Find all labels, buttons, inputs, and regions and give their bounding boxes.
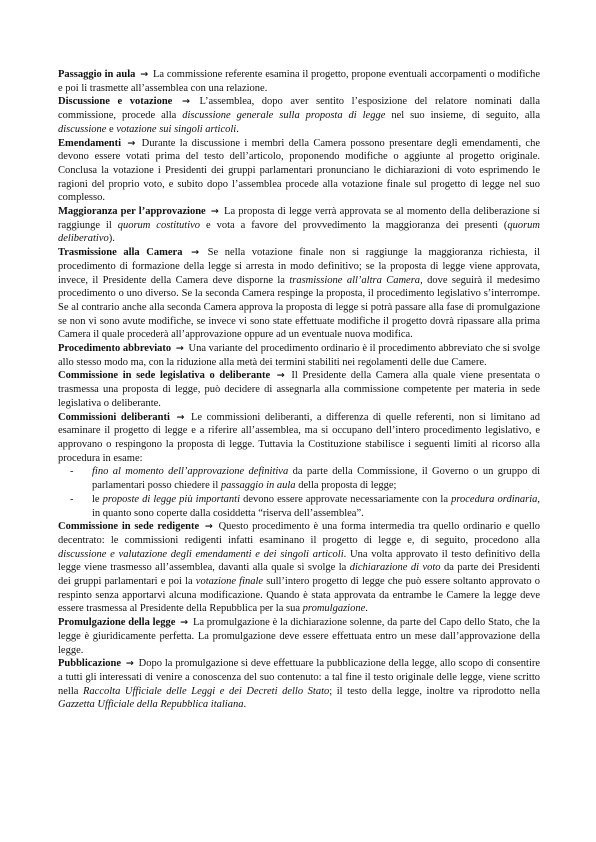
section-title: Pubblicazione xyxy=(58,658,122,670)
text-run: e vota a favore del provvedimento la maggioranza dei presenti ( xyxy=(200,219,508,231)
italic-term: fino al momento dell’approvazione definitiva xyxy=(92,466,289,478)
text-run: ). xyxy=(108,233,115,245)
text-run: Il Presidente della Camera alla quale viene presentata o trasmessa una proposta di legge, può decidere di assegnarla alla commissione competente per materia in sede legislativa o deliberante. xyxy=(58,370,540,409)
section-trasmissione-alla-camera xyxy=(58,246,540,342)
text-run: La proposta di legge verrà approvata se al momento della deliberazione si raggiunge il xyxy=(58,206,541,231)
text-run: e xyxy=(106,123,117,135)
section-pubblicazione xyxy=(58,657,540,712)
section-title: Commissioni deliberanti xyxy=(58,411,170,423)
section-title: Commissione in sede redigente xyxy=(58,521,200,533)
text-run: L’assemblea, dopo aver sentito l’esposizione del relatore nominati dalla commissione, procede alla xyxy=(58,96,541,122)
text-run: sull’intero progetto di legge che può essere soltanto approvato o respinto senza apportarvi alcuna modificazione. Quando è stata approvata da entrambe le Camere la legge deve essere trasmessa al Presidente della Repubblica per la sua xyxy=(58,576,541,615)
text-run: . xyxy=(243,699,247,711)
section-passaggio-in-aula xyxy=(58,68,540,95)
text-run: . xyxy=(365,603,368,615)
text-run: , in quanto sono coperte dalla cosiddetta “riserva dell’assemblea”. xyxy=(92,493,540,519)
arrow-right-icon: → xyxy=(181,96,190,108)
text-run: le xyxy=(92,493,103,505)
dash-bullet: - xyxy=(70,466,74,478)
text-run: . Una volta approvato il testo definitivo della legge viene trasmesso all’assemblea, davanti alla quale si svolge la xyxy=(58,548,540,574)
arrow-right-icon: → xyxy=(176,411,185,423)
italic-term: discussione generale sulla proposta di legge xyxy=(182,110,386,122)
italic-term: quorum deliberativo xyxy=(58,219,540,245)
section-maggioranza-per-l-approvazione xyxy=(58,205,540,246)
section-title: Discussione e votazione xyxy=(58,96,173,108)
text-run: devono essere approvate necessariamente con la xyxy=(240,493,452,505)
text-run: , dove seguirà il medesimo procedimento o uno diverso. Se la seconda Camera respinge la proposta, il procedimento legislativo s’interrompe. Se al contrario anche alla seconda Camera approva la proposta di legge si potrà passare alla fase di promulgazione se non vi sono avute modifiche, se invece vi sono state effettuate modifiche il progetto dovrà ripassare alla prima Camera il quale procederà all’approvazione oppure ad un eventuale nuova modifica. xyxy=(58,274,540,341)
arrow-right-icon: → xyxy=(127,137,136,149)
italic-term: Raccolta Ufficiale delle Leggi e dei Decreti dello Stato xyxy=(83,685,330,697)
italic-term: Gazzetta Ufficiale della Repubblica italiana xyxy=(58,699,244,711)
text-run: La promulgazione è la dichiarazione solenne, da parte del Capo dello Stato, che la legge è giuridicamente perfetta. La promulgazione deve essere effettuata entro un mese dall’approvazione della legge. xyxy=(58,617,541,656)
text-run: Le commissioni deliberanti, a differenza di quelle referenti, non si limitano ad esaminare il progetto di legge e a riferire all’assemblea, ma si occupano dell’intero procedimento legislativo, e approvano o respingono la proposta di legge. Tuttavia la Costituzione stabilisce i seguenti limiti al ricorso alla procedura in esame: xyxy=(58,411,541,464)
italic-term: discussione e valutazione degli emendamenti e dei singoli articoli xyxy=(58,548,344,560)
arrow-right-icon: → xyxy=(175,343,184,355)
italic-term: discussione xyxy=(58,123,107,135)
text-run: Se nella votazione finale non si raggiunge la maggioranza richiesta, il procedimento di formazione della legge si arresta in modo definitivo; se la proposta di legge viene approvata, invece, il Presidente della Camera deve disporne la xyxy=(58,247,541,286)
section-title: Maggioranza per l’approvazione xyxy=(58,206,206,218)
section-title: Procedimento abbreviato xyxy=(58,343,172,355)
arrow-right-icon: → xyxy=(191,247,200,259)
text-run: Questo procedimento è una forma intermedia tra quello ordinario e quello decentrato: le commissioni redigenti infatti esaminano il progetto di legge e, di seguito, procedono alla xyxy=(58,521,541,546)
italic-term: trasmissione all’altra Camera xyxy=(289,274,421,286)
arrow-right-icon: → xyxy=(204,521,213,533)
section-title: Passaggio in aula xyxy=(58,69,136,80)
text-run: della proposta di legge; xyxy=(295,480,397,492)
section-commissioni-deliberanti xyxy=(58,411,540,466)
text-run: La commissione referente esamina il progetto, propone eventuali accorpamenti o modifiche e poi li trasmette all’assemblea con una relazione. xyxy=(58,69,540,94)
section-commissione-in-sede-legislativa-o-deliberante xyxy=(58,369,540,410)
section-emendamenti xyxy=(58,137,540,206)
section-promulgazione-della-legge xyxy=(58,616,540,657)
italic-term: passaggio in aula xyxy=(220,480,296,492)
italic-term: votazione finale xyxy=(195,576,264,588)
limits-list xyxy=(58,465,540,520)
text-run: Durante la discussione i membri della Camera possono presentare degli emendamenti, che devono essere votati prima del testo dell’articolo, proponendo modifiche o aggiunte al progetto originale. Conclusa la votazione i Presidenti dei gruppi parlamentari pronunciano le dichiarazioni di voto esprimendo le ragioni del proprio voto, e subito dopo l’assemblea procede alla votazione finale sul progetto di legge nel suo complesso. xyxy=(58,137,540,204)
document-page xyxy=(58,68,540,712)
italic-term: quorum costitutivo xyxy=(117,219,201,231)
section-procedimento-abbreviato xyxy=(58,342,540,369)
italic-term: votazione sui singoli articoli xyxy=(116,123,237,135)
italic-term: proposte di legge più importanti xyxy=(102,493,241,505)
arrow-right-icon: → xyxy=(125,658,134,670)
text-run: da parte dei Presidenti dei gruppi parlamentari e poi la xyxy=(58,562,540,588)
arrow-right-icon: → xyxy=(140,69,149,80)
list-item xyxy=(58,465,540,492)
italic-term: procedura ordinaria xyxy=(451,493,538,505)
text-run: ; il testo della legge, inoltre va riprodotto nella xyxy=(329,685,541,697)
section-title: Trasmissione alla Camera xyxy=(58,247,183,259)
dash-bullet: - xyxy=(70,493,74,505)
section-title: Emendamenti xyxy=(58,137,121,149)
text-run: da parte della Commissione, il Governo o un gruppo di parlamentari posso chiedere il xyxy=(92,466,540,492)
arrow-right-icon: → xyxy=(210,206,219,218)
section-discussione-e-votazione xyxy=(58,95,540,136)
section-title: Promulgazione della legge xyxy=(58,617,176,629)
italic-term: promulgazione xyxy=(302,603,366,615)
section-title: Commissione in sede legislativa o deliberante xyxy=(58,370,271,382)
list-item xyxy=(58,493,540,520)
arrow-right-icon: → xyxy=(180,617,189,629)
arrow-right-icon: → xyxy=(276,370,285,382)
section-commissione-in-sede-redigente xyxy=(58,520,540,616)
text-run: . xyxy=(236,123,239,135)
text-run: Dopo la promulgazione si deve effettuare la pubblicazione della legge, allo scopo di consentire a tutti gli interessati di venire a conoscenza del suo contenuto: a tal fine il testo originale delle legge, viene scritto nella xyxy=(58,658,541,697)
italic-term: dichiarazione di voto xyxy=(349,562,441,574)
text-run: nel suo insieme, di seguito, alla xyxy=(385,110,540,122)
text-run: Una variante del procedimento ordinario è il procedimento abbreviato che si svolge allo stesso modo ma, con la riduzione alla metà dei termini stabiliti nei regolamenti delle due Camere. xyxy=(58,343,540,368)
